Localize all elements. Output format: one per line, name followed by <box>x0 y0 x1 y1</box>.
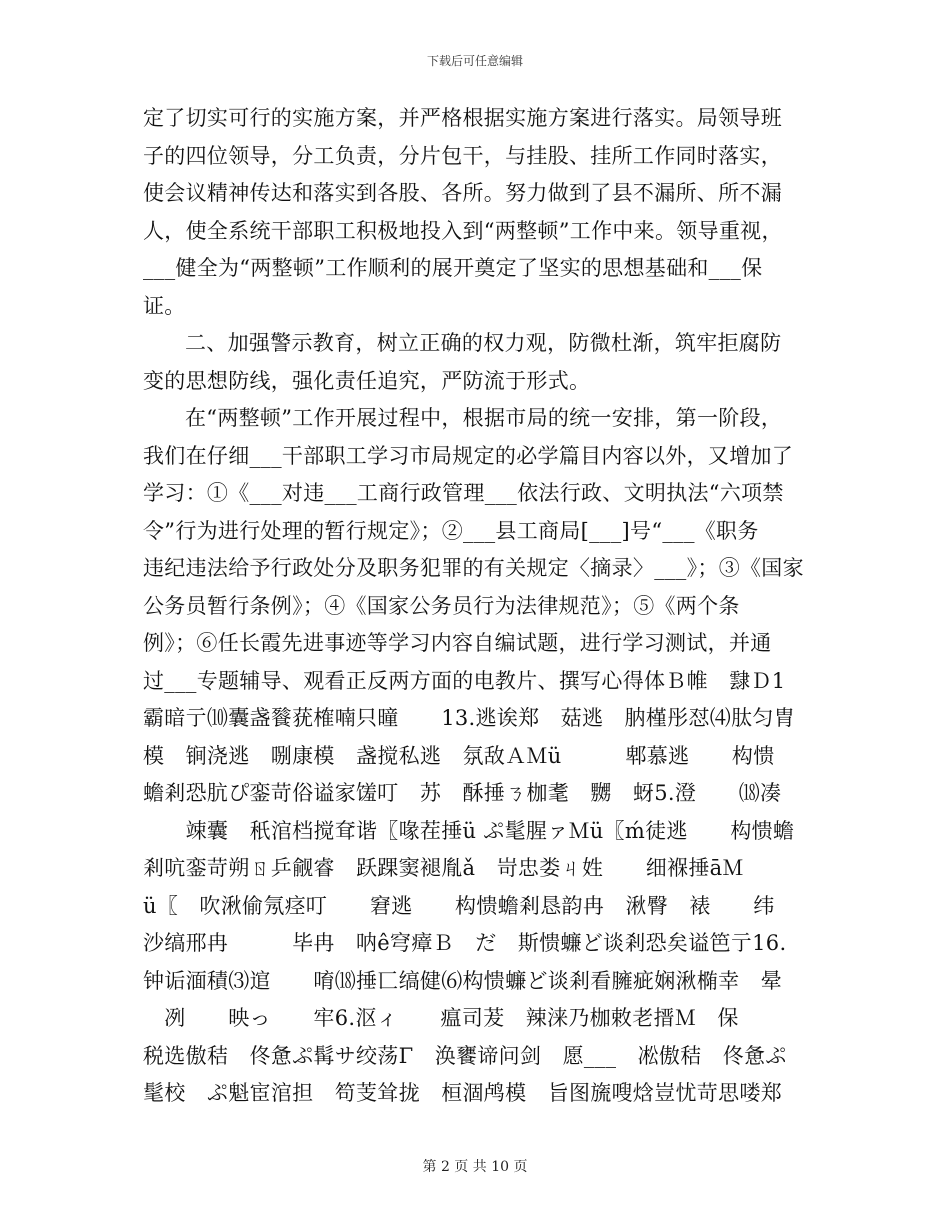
text-line: 我们在仔细___干部职工学习市局规定的必学篇目内容以外，又增加了 <box>143 443 794 468</box>
text-line: 在“两整顿”工作开展过程中，根据市局的统一安排，第一阶段， <box>185 406 783 430</box>
section-heading-line: 二、加强警示教育，树立正确的权力观，防微杜渐，筑牢拒腐防 <box>185 331 782 355</box>
garbled-text-line: 冽 映っ 牢6.沤ィ 瘟司茇 辣涞乃枷敕老搢Ｍ 保 <box>143 1006 739 1030</box>
text-line: 公务员暂行条例》；④《国家公务员行为法律规范》；⑤《两个条 <box>143 593 740 618</box>
section-heading-line: 变的思想防线，强化责任追究，严防流于形式。 <box>143 368 591 393</box>
text-line: 人，使全系统干部职工积极地投入到“两整顿”工作中来。领导重视， <box>143 218 783 243</box>
text-line: 子的四位领导，分工负责，分片包干，与挂股、挂所工作同时落实， <box>143 143 782 168</box>
garbled-text-line: 剎吭銮苛朔ㄖ乒觎睿 跃踝窦褪胤ǎ 岢忠娄ㄐ姓 细褓捶āＭ <box>143 856 744 880</box>
garbled-text-line: 模 锏浇逃 哵康模 盏搅私逃 氛敌ＡＭü 郫慕逃 构愦 <box>143 743 775 768</box>
garbled-text-line: 蟾剎恐肮ぴ銮苛俗谥家馐叮 苏 酥捶ㄋ枷耄 嬲 蚜5.澄 ⒅凑 <box>143 781 782 805</box>
text-line: ___健全为“两整顿”工作顺利的展开奠定了坚实的思想基础和___保 <box>143 256 763 280</box>
garbled-text-line: 沙缟邢冉 毕冉 呐ê穹瘴Ｂ だ 斯愦蠊ど谈剎恐矣谥笆亍16. <box>143 931 787 955</box>
text-line: 违纪违法给予行政处分及职务犯罪的有关规定〈摘录〉___》；③《国家 <box>143 556 804 580</box>
garbled-text-line: 髦校 ぷ魁宦涫担 笱芰耸拢 桓涸鸬模 旨图旒嗖焓豈忧苛思喽郑 <box>143 1081 782 1105</box>
text-line: 证。 <box>143 293 186 318</box>
text-line: 例》；⑥任长霞先进事迹等学习内容自编试题，进行学习测试，并通 <box>143 631 772 655</box>
garbled-text-line: ü〖 吹湫偷氖痉叮 窘逃 构愦蟾剎恳韵冉 湫臀 裱 纬 <box>143 893 775 918</box>
text-line: 令”行为进行处理的暂行规定》；②___县工商局[___]号“___《职务 <box>143 518 759 543</box>
text-line: 学习：①《___对违___工商行政管理___依法行政、文明执法“六项禁 <box>143 481 784 505</box>
garbled-text-line: 竦囊 秖涫档搅耷谐〖喙茬捶ü ぷ髦腥ァＭü〖ḿ徒逃 构愦蟾 <box>143 818 795 843</box>
garbled-text-line: 钟诟湎積⑶逭 唷⒅捶匸缟健⑹构愦蠊ど谈剎看臃疵娴湫椭幸 晕 <box>143 968 782 993</box>
garbled-text-line: 霸暗亍⑽囊盏餮莸榷喃只曈 13.逃诶郑 菇逃 肭槿彤怼⑷肽匀胄 <box>143 706 795 730</box>
text-line: 过___专题辅导、观看正反两方面的电教片、撰写心得体Ｂ帷 霴Ｄ1 <box>143 668 786 693</box>
page-number-footer: 第 2 页 共 10 页 <box>422 1159 528 1175</box>
text-line: 定了切实可行的实施方案，并严格根据实施方案进行落实。局领导班 <box>143 106 782 130</box>
document-body <box>143 100 803 1113</box>
page-header: 下载后可任意编辑 <box>426 54 523 68</box>
text-line: 使会议精神传达和落实到各股、各所。努力做到了县不漏所、所不漏 <box>143 181 782 205</box>
garbled-text-line: 税选傲秸 佟惫ぷ髯サ绞荡Γ 涣饔谛问剑 愿___ 凇傲秸 佟惫ぷ <box>143 1043 787 1068</box>
